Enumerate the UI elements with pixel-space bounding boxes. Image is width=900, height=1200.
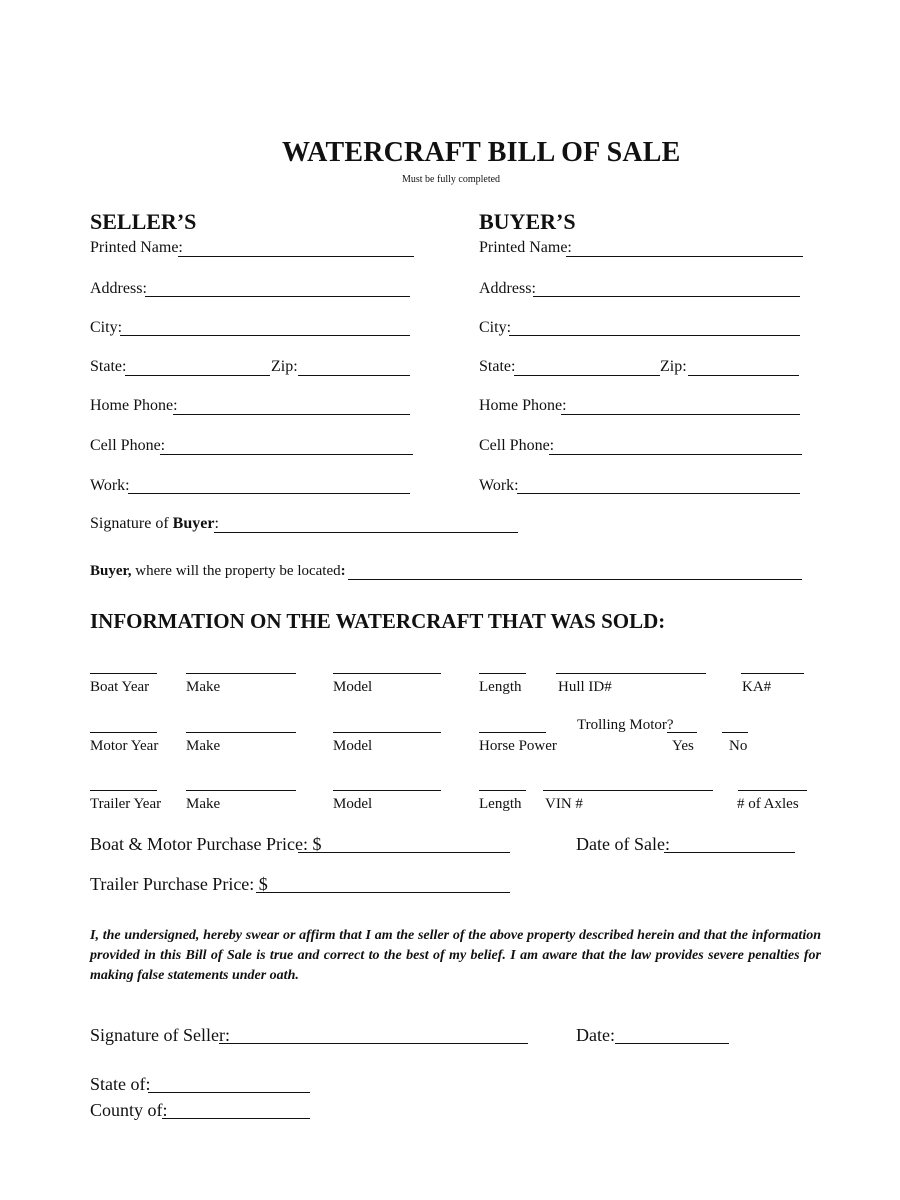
buyer-address-field[interactable] (533, 296, 800, 297)
buyer-city-label: City: (479, 319, 512, 336)
buyer-cell-phone-label: Cell Phone: (479, 437, 555, 454)
buyer-city-field[interactable] (509, 335, 800, 336)
county-of-label: County of: (90, 1100, 168, 1120)
buyer-work-label: Work: (479, 477, 519, 494)
boat-motor-price-field[interactable] (298, 852, 510, 853)
buyer-signature-suffix: : (214, 515, 219, 532)
declaration-text: I, the undersigned, hereby swear or affirm that I am the seller of the above property described herein and that the information provided in this Bill of Sale is true and correct to the best of my belief. I am aware that the law provides severe penalties for making false statements under oath. (90, 928, 821, 983)
motor-model-field[interactable] (333, 732, 441, 733)
boat-motor-price-label: Boat & Motor Purchase Price: $ (90, 834, 322, 854)
trolling-yes-label: Yes (672, 738, 694, 754)
trailer-year-field[interactable] (90, 790, 157, 791)
date-label: Date: (576, 1025, 615, 1045)
buyer-signature-label (90, 516, 219, 532)
seller-work-label: Work: (90, 477, 130, 494)
boat-year-label: Boat Year (90, 679, 150, 695)
trailer-axles-label: # of Axles (737, 796, 799, 812)
buyer-signature-field[interactable] (214, 532, 518, 533)
trailer-make-field[interactable] (186, 790, 296, 791)
motor-horse-power-label: Horse Power (479, 738, 557, 754)
trailer-model-label: Model (333, 796, 373, 812)
boat-length-field[interactable] (479, 673, 526, 674)
buyer-printed-name-label: Printed Name: (479, 239, 572, 256)
date-of-sale-field[interactable] (664, 852, 795, 853)
boat-ka-label: KA# (742, 679, 772, 695)
trolling-no-label: No (729, 738, 748, 754)
trailer-vin-label: VIN # (545, 796, 583, 812)
buyer-work-field[interactable] (517, 493, 800, 494)
boat-ka-field[interactable] (741, 673, 804, 674)
seller-work-field[interactable] (128, 493, 410, 494)
buyer-location-field[interactable] (348, 579, 802, 580)
buyer-zip-field[interactable] (688, 375, 799, 376)
buyer-home-phone-field[interactable] (561, 414, 800, 415)
seller-state-field[interactable] (125, 375, 270, 376)
seller-address-field[interactable] (145, 296, 410, 297)
boat-make-field[interactable] (186, 673, 296, 674)
motor-year-label: Motor Year (90, 738, 159, 754)
seller-city-label: City: (90, 319, 123, 336)
seller-city-field[interactable] (120, 335, 410, 336)
motor-make-label: Make (186, 738, 221, 754)
buyer-location-middle: where will the property be located (131, 563, 341, 579)
seller-signature-label: Signature of Seller: (90, 1025, 230, 1045)
date-of-sale-label: Date of Sale: (576, 834, 670, 854)
state-of-field[interactable] (148, 1092, 310, 1093)
seller-cell-phone-label: Cell Phone: (90, 437, 166, 454)
county-of-field[interactable] (162, 1118, 310, 1119)
document-subtitle: Must be fully completed (402, 174, 501, 185)
buyer-location-bold: Buyer, (90, 563, 132, 579)
motor-make-field[interactable] (186, 732, 296, 733)
motor-horse-power-field[interactable] (479, 732, 546, 733)
trolling-yes-field[interactable] (667, 732, 697, 733)
seller-zip-label: Zip: (271, 358, 298, 375)
trailer-length-label: Length (479, 796, 522, 812)
boat-model-field[interactable] (333, 673, 441, 674)
seller-cell-phone-field[interactable] (160, 454, 413, 455)
buyer-home-phone-label: Home Phone: (479, 397, 567, 414)
boat-year-field[interactable] (90, 673, 157, 674)
watercraft-info-heading: INFORMATION ON THE WATERCRAFT THAT WAS SOLD: (90, 609, 666, 633)
motor-model-label: Model (333, 738, 373, 754)
seller-printed-name-field[interactable] (178, 256, 414, 257)
seller-state-label: State: (90, 358, 127, 375)
buyer-zip-label: Zip: (660, 358, 687, 375)
buyer-printed-name-field[interactable] (566, 256, 803, 257)
boat-make-label: Make (186, 679, 221, 695)
buyer-state-field[interactable] (514, 375, 660, 376)
seller-printed-name-label: Printed Name: (90, 239, 183, 256)
boat-model-label: Model (333, 679, 373, 695)
seller-heading: SELLER’S (90, 209, 197, 234)
trolling-motor-label: Trolling Motor? (577, 717, 674, 733)
trolling-no-field[interactable] (722, 732, 748, 733)
buyer-signature-prefix: Signature of (90, 515, 173, 532)
trailer-length-field[interactable] (479, 790, 526, 791)
trailer-year-label: Trailer Year (90, 796, 162, 812)
date-field[interactable] (615, 1043, 729, 1044)
boat-hull-id-field[interactable] (556, 673, 706, 674)
seller-address-label: Address: (90, 280, 147, 297)
motor-year-field[interactable] (90, 732, 157, 733)
buyer-address-label: Address: (479, 280, 536, 297)
seller-home-phone-field[interactable] (173, 414, 410, 415)
boat-length-label: Length (479, 679, 522, 695)
buyer-location-label (90, 564, 346, 579)
document-title: WATERCRAFT BILL OF SALE (282, 137, 681, 168)
buyer-location-suffix: : (340, 563, 346, 579)
buyer-state-label: State: (479, 358, 516, 375)
trailer-model-field[interactable] (333, 790, 441, 791)
trailer-make-label: Make (186, 796, 221, 812)
buyer-signature-bold: Buyer (172, 515, 215, 532)
seller-home-phone-label: Home Phone: (90, 397, 178, 414)
buyer-heading: BUYER’S (479, 209, 576, 234)
boat-hull-id-label: Hull ID# (558, 679, 612, 695)
seller-signature-field[interactable] (219, 1043, 528, 1044)
buyer-cell-phone-field[interactable] (549, 454, 802, 455)
trailer-price-field[interactable] (256, 892, 510, 893)
trailer-vin-field[interactable] (543, 790, 713, 791)
state-of-label: State of: (90, 1074, 151, 1094)
trailer-axles-field[interactable] (738, 790, 807, 791)
trailer-price-label: Trailer Purchase Price: $ (90, 874, 268, 894)
seller-zip-field[interactable] (298, 375, 410, 376)
